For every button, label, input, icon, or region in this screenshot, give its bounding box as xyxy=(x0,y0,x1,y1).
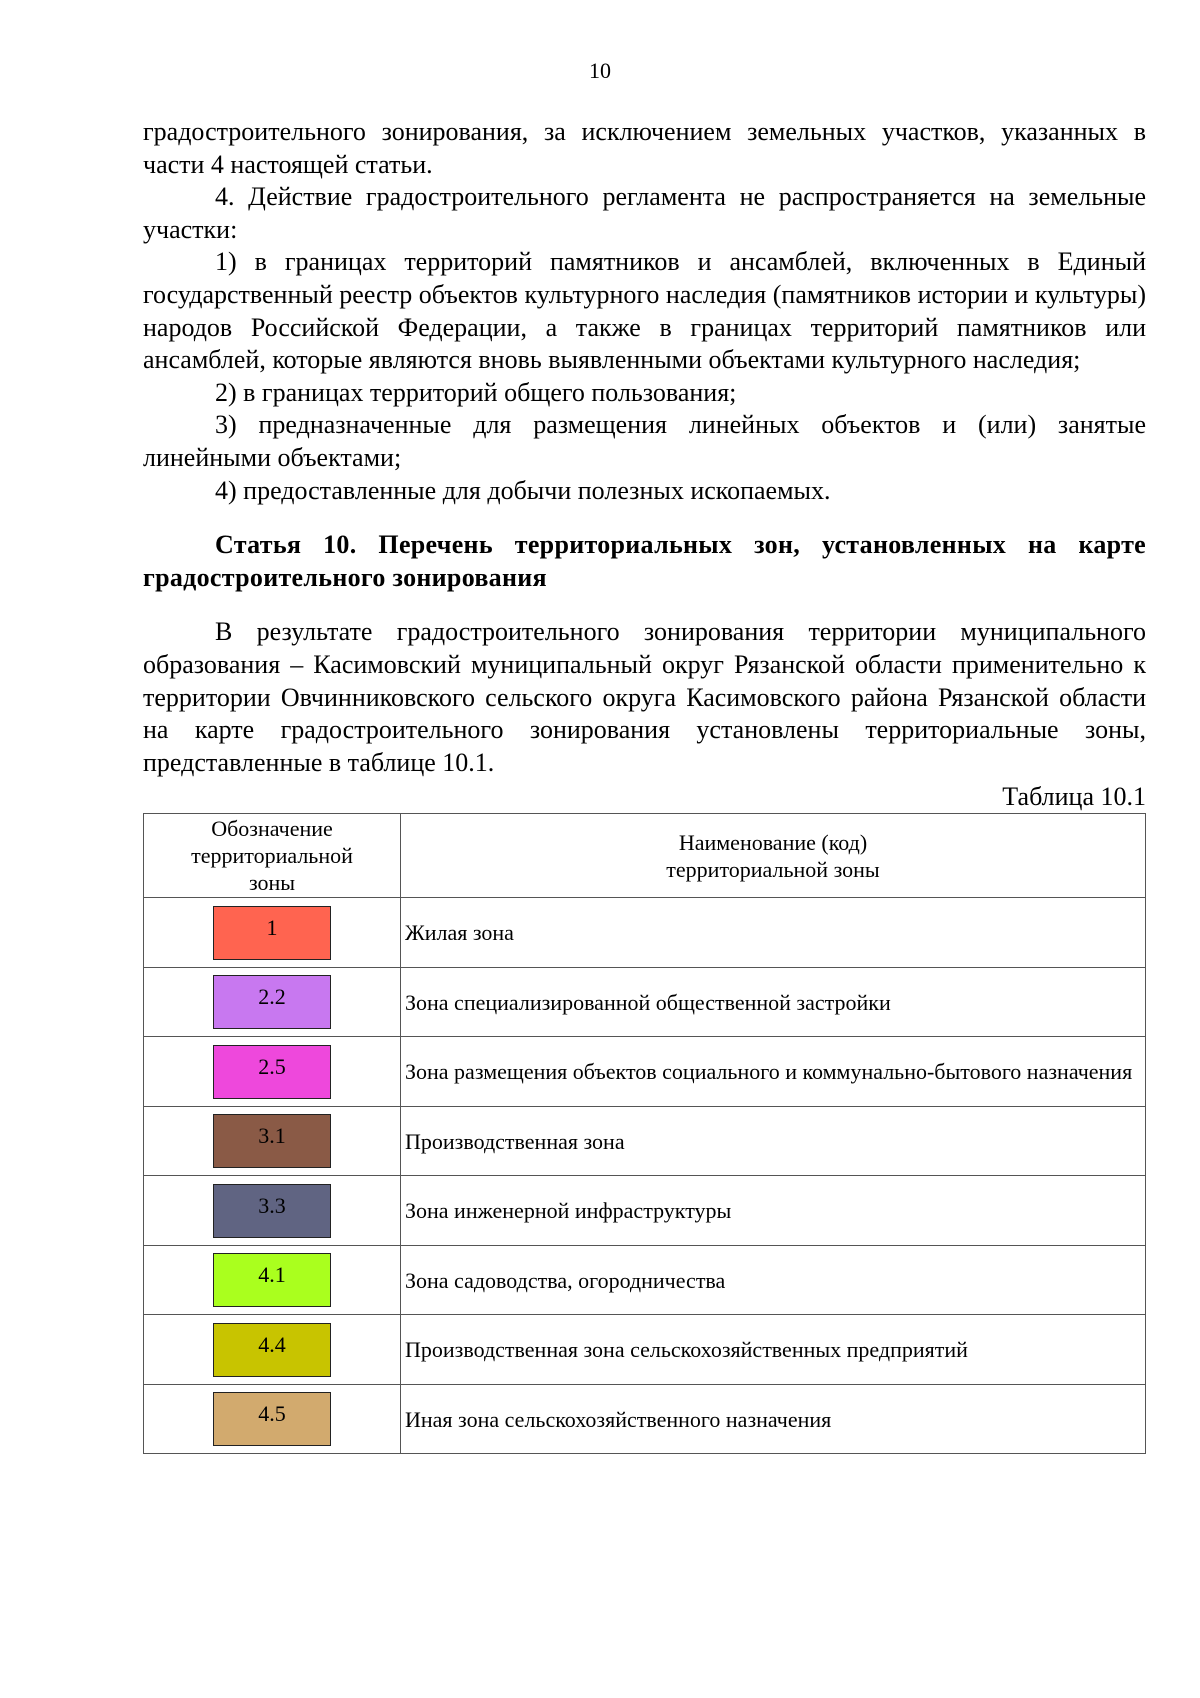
zone-code-cell xyxy=(144,1037,401,1107)
article-10-intro: В результате градостроительного зонирования территории муниципального образования – Касимовский муниципальный округ Рязанской области применительно к территории Овчинниковского сельского округа Касимовского района Рязанской области на карте градостроительного зонирования установлены территориальные зоны, представленные в таблице 10.1. xyxy=(143,617,1146,777)
zone-name-cell: Зона садоводства, огородничества xyxy=(401,1245,1146,1315)
zone-code-cell xyxy=(144,1176,401,1246)
document-body xyxy=(143,116,1146,1454)
table-row xyxy=(144,1106,1146,1176)
zone-color-swatch: 4.1 xyxy=(213,1253,331,1307)
paragraph-part-4: 4. Действие градостроительного регламента не распространяется на земельные участки: xyxy=(143,182,1146,244)
zones-table xyxy=(143,813,1146,1454)
zone-color-swatch: 4.5 xyxy=(213,1392,331,1446)
page-number: 10 xyxy=(589,58,611,83)
list-item-2: 2) в границах территорий общего пользования; xyxy=(215,377,737,407)
zone-name-cell: Зона инженерной инфраструктуры xyxy=(401,1176,1146,1246)
zone-color-swatch: 2.2 xyxy=(213,975,331,1029)
zone-color-swatch: 2.5 xyxy=(213,1045,331,1099)
zone-color-swatch: 4.4 xyxy=(213,1323,331,1377)
paragraph-continuation: градостроительного зонирования, за исключением земельных участков, указанных в части 4 настоящей статьи. xyxy=(143,117,1146,179)
list-item-3: 3) предназначенные для размещения линейных объектов и (или) занятые линейными объектами; xyxy=(143,410,1146,472)
table-row xyxy=(144,1176,1146,1246)
zone-code-cell xyxy=(144,1315,401,1385)
header-name: Наименование (код) территориальной зоны xyxy=(401,814,1146,898)
zone-code-cell xyxy=(144,1245,401,1315)
zones-table-body xyxy=(144,898,1146,1454)
table-header-row xyxy=(144,814,1146,898)
zone-color-swatch: 3.3 xyxy=(213,1184,331,1238)
table-row xyxy=(144,898,1146,968)
table-caption: Таблица 10.1 xyxy=(1002,782,1146,812)
table-row xyxy=(144,1384,1146,1454)
zone-code-cell xyxy=(144,967,401,1037)
zone-name-cell: Производственная зона xyxy=(401,1106,1146,1176)
zone-name-cell: Жилая зона xyxy=(401,898,1146,968)
list-item-4: 4) предоставленные для добычи полезных ископаемых. xyxy=(215,475,831,505)
table-row xyxy=(144,967,1146,1037)
table-row xyxy=(144,1037,1146,1107)
zone-name-cell: Зона размещения объектов социального и коммунально-бытового назначения xyxy=(401,1037,1146,1107)
list-item-1: 1) в границах территорий памятников и ансамблей, включенных в Единый государственный реестр объектов культурного наследия (памятников истории и культуры) народов Российской Федерации, а также в границах территорий памятников или ансамблей, которые являются вновь выявленными объектами культурного наследия; xyxy=(143,247,1146,375)
zone-code-cell xyxy=(144,898,401,968)
table-row xyxy=(144,1245,1146,1315)
zone-name-cell: Производственная зона сельскохозяйственных предприятий xyxy=(401,1315,1146,1385)
zone-name-cell: Зона специализированной общественной застройки xyxy=(401,967,1146,1037)
header-code: Обозначение территориальной зоны xyxy=(144,814,401,898)
article-10-heading: Статья 10. Перечень территориальных зон, установленных на карте градостроительного зонирования xyxy=(143,530,1146,592)
zone-color-swatch: 3.1 xyxy=(213,1114,331,1168)
zone-name-cell: Иная зона сельскохозяйственного назначения xyxy=(401,1384,1146,1454)
table-row xyxy=(144,1315,1146,1385)
zone-code-cell xyxy=(144,1384,401,1454)
zone-code-cell xyxy=(144,1106,401,1176)
zone-color-swatch: 1 xyxy=(213,906,331,960)
